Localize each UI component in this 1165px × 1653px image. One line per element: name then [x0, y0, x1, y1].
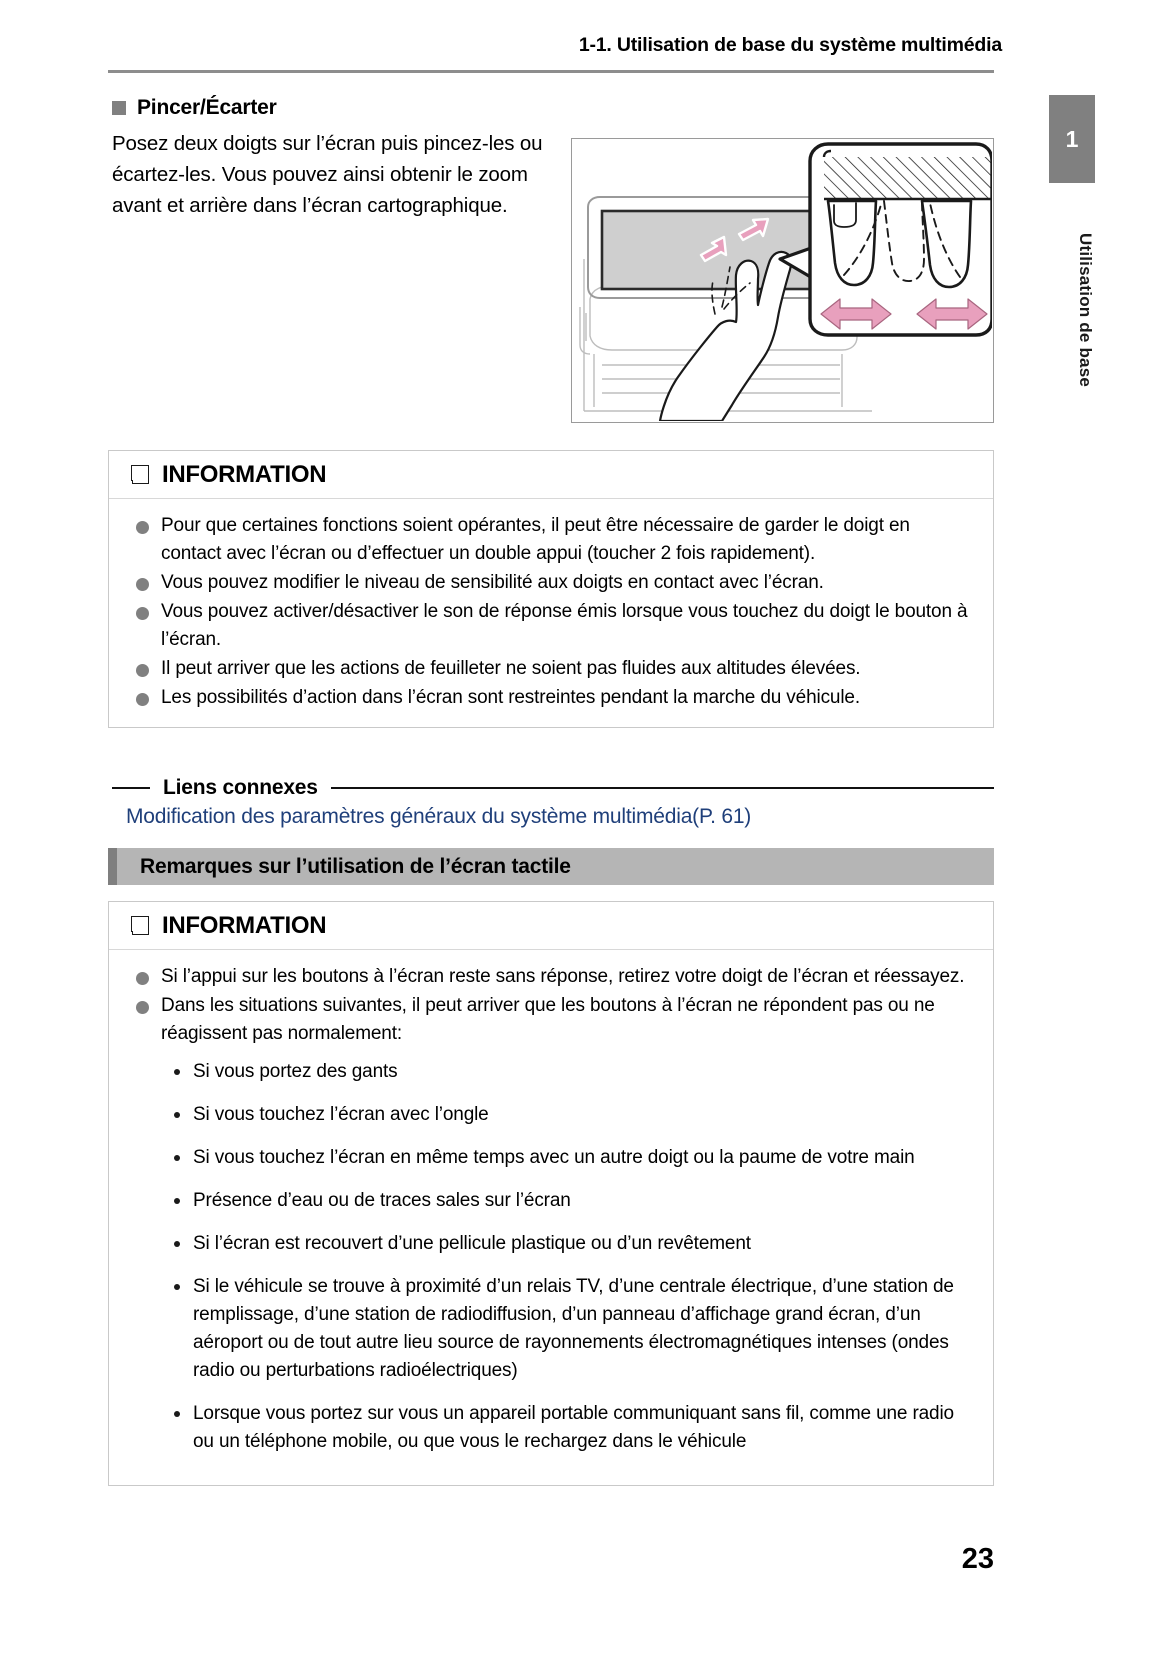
list-item: Si l’appui sur les boutons à l’écran reste sans réponse, retirez votre doigt de l’écran et réessayez. [131, 963, 973, 991]
list-item: Vous pouvez activer/désactiver le son de réponse émis lorsque vous touchez du doigt le bouton à l’écran. [131, 598, 973, 654]
section-bar [108, 848, 994, 885]
information-label: INFORMATION [162, 461, 327, 488]
sub-list-item: Si vous portez des gants [161, 1058, 973, 1086]
book-icon [131, 465, 150, 486]
section-paragraph: Posez deux doigts sur l’écran puis pincez-les ou écartez-les. Vous pouvez ainsi obtenir le zoom avant et arrière dans l’écran cartographique. [112, 132, 543, 217]
book-icon [131, 916, 150, 937]
sub-list-item: Si vous touchez l’écran en même temps avec un autre doigt ou la paume de votre main [161, 1144, 973, 1172]
sub-list-item: Si l’écran est recouvert d’une pellicule plastique ou d’un revêtement [161, 1230, 973, 1258]
list-item: Il peut arriver que les actions de feuilleter ne soient pas fluides aux altitudes élevées. [131, 655, 973, 683]
page-number: 23 [961, 1543, 994, 1575]
information-label: INFORMATION [162, 912, 327, 939]
rule-left [112, 787, 150, 790]
information-box-1-body [109, 499, 993, 727]
sub-list-item: Présence d’eau ou de traces sales sur l’écran [161, 1187, 973, 1215]
list-item: Pour que certaines fonctions soient opérantes, il peut être nécessaire de garder le doigt en contact avec l’écran ou d’effectuer un double appui (toucher 2 fois rapidement). [131, 512, 973, 568]
information-box-2-body [109, 950, 993, 1485]
information-sub-bullet-list [161, 1058, 973, 1456]
header-divider [108, 70, 994, 73]
information-box-2 [108, 901, 994, 1486]
list-item [131, 992, 973, 1456]
related-links-heading [112, 776, 994, 800]
section-heading [112, 96, 277, 120]
list-item-text: Dans les situations suivantes, il peut arriver que les boutons à l’écran ne répondent pas ou ne réagissent pas normalement: [161, 995, 935, 1044]
related-links-label: Liens connexes [163, 776, 318, 799]
rule-right [331, 787, 994, 790]
sub-list-item: Si vous touchez l’écran avec l’ongle [161, 1101, 973, 1129]
sub-list-item: Si le véhicule se trouve à proximité d’un relais TV, d’une centrale électrique, d’une station de remplissage, d’une station de radiodiffusion, d’un panneau d’affichage grand écran, d’un aéroport ou de tout autre lieu source de rayonnements électromagnétiques intenses (ondes radio ou perturbations radioélectriques) [161, 1273, 973, 1385]
side-tab-chapter-label: Utilisation de base [1076, 232, 1095, 387]
sub-list-item: Lorsque vous portez sur vous un appareil portable communiquant sans fil, comme une radio ou un téléphone mobile, ou que vous le rechargez dans le véhicule [161, 1400, 973, 1456]
section-bar-accent [108, 848, 117, 885]
information-bullet-list [131, 512, 973, 712]
related-link[interactable]: Modification des paramètres généraux du système multimédia(P. 61) [126, 805, 752, 828]
information-box-1-title [109, 451, 993, 499]
list-item: Vous pouvez modifier le niveau de sensibilité aux doigts en contact avec l’écran. [131, 569, 973, 597]
square-bullet-icon [112, 101, 126, 115]
list-item: Les possibilités d’action dans l’écran sont restreintes pendant la marche du véhicule. [131, 684, 973, 712]
page-header-title: 1-1. Utilisation de base du système multimédia [578, 34, 1002, 56]
information-bullet-list [131, 963, 973, 1456]
information-box-1 [108, 450, 994, 728]
information-box-2-title [109, 902, 993, 950]
section-heading-text: Pincer/Écarter [137, 96, 277, 119]
section-bar-title: Remarques sur l’utilisation de l’écran tactile [140, 854, 571, 878]
side-tab-chapter-number: 1 [1049, 95, 1095, 183]
pinch-spread-gesture-illustration [571, 138, 994, 423]
